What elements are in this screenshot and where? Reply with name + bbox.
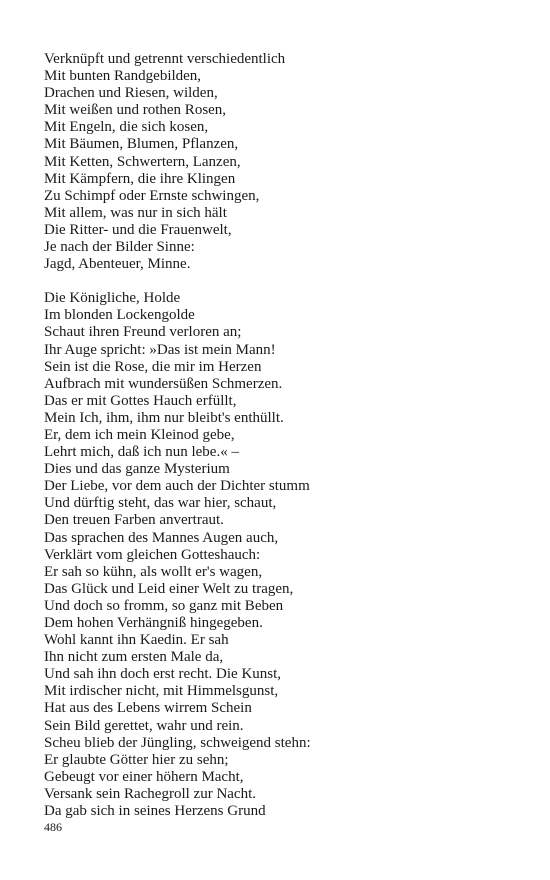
poem-line: Die Königliche, Holde — [44, 290, 181, 307]
poem-line: Ihr Auge spricht: »Das ist mein Mann! — [44, 341, 276, 358]
poem-line: Mit Bäumen, Blumen, Pflanzen, — [44, 136, 239, 153]
poem-line: Er sah so kühn, als wollt er's wagen, — [44, 563, 263, 580]
poem-line: Da gab sich in seines Herzens Grund — [44, 803, 266, 820]
poem-line: Mit bunten Randgebilden, — [44, 68, 202, 85]
poem-line: Mein Ich, ihm, ihm nur bleibt's enthüllt. — [44, 409, 284, 426]
poem-line: Verknüpft und getrennt verschiedentlich — [44, 51, 286, 67]
poem-line: Sein ist die Rose, die mir im Herzen — [44, 358, 262, 375]
stanza-1 — [44, 51, 524, 273]
poem-line: Je nach der Bilder Sinne: — [44, 239, 195, 256]
poem-line: Den treuen Farben anvertraut. — [44, 512, 224, 529]
poem-line: Und doch so fromm, so ganz mit Beben — [44, 597, 284, 614]
poem-line: Und dürftig steht, das war hier, schaut, — [44, 495, 277, 512]
poem-line: Im blonden Lockengolde — [44, 307, 195, 324]
poem-line: Mit allem, was nur in sich hält — [44, 204, 227, 221]
stanza-2 — [44, 290, 524, 820]
poem-line: Lehrt mich, daß ich nun lebe.« – — [44, 444, 239, 461]
page-number: 486 — [44, 820, 62, 834]
poem-line: Aufbrach mit wundersüßen Schmerzen. — [44, 375, 283, 392]
poem-line: Das sprachen des Mannes Augen auch, — [44, 529, 279, 546]
poem-line: Drachen und Riesen, wilden, — [44, 85, 218, 102]
poem-line: Versank sein Rachegroll zur Nacht. — [44, 785, 257, 802]
poem-line: Mit Ketten, Schwertern, Lanzen, — [44, 153, 241, 170]
poem-line: Sein Bild gerettet, wahr und rein. — [44, 717, 244, 734]
poem-line: Dies und das ganze Mysterium — [44, 461, 230, 478]
poem-line: Gebeugt vor einer höhern Macht, — [44, 768, 244, 785]
poem-line: Und sah ihn doch erst recht. Die Kunst, — [44, 666, 282, 683]
poem-line: Verklärt vom gleichen Gotteshauch: — [44, 546, 261, 563]
poem-line: Jagd, Abenteuer, Minne. — [44, 256, 191, 273]
poem-line: Das er mit Gottes Hauch erfüllt, — [44, 392, 237, 409]
poem-line: Der Liebe, vor dem auch der Dichter stumm — [44, 478, 310, 495]
poem-line: Mit irdischer nicht, mit Himmelsgunst, — [44, 683, 279, 700]
poem-line: Ihn nicht zum ersten Male da, — [44, 649, 224, 666]
poem-line: Das Glück und Leid einer Welt zu tragen, — [44, 580, 294, 597]
poem-line: Die Ritter- und die Frauenwelt, — [44, 221, 232, 238]
poem-line: Mit weißen und rothen Rosen, — [44, 102, 227, 119]
poem-line: Dem hohen Verhängniß hingegeben. — [44, 615, 263, 631]
poem-line: Zu Schimpf oder Ernste schwingen, — [44, 187, 260, 204]
poem-line: Mit Engeln, die sich kosen, — [44, 119, 209, 136]
poem-line: Hat aus des Lebens wirrem Schein — [44, 700, 252, 717]
poem-text — [44, 51, 524, 820]
poem-line: Wohl kannt ihn Kaedin. Er sah — [44, 632, 229, 649]
poem-line: Scheu blieb der Jüngling, schweigend stehn: — [44, 734, 311, 751]
poem-line: Schaut ihren Freund verloren an; — [44, 324, 242, 341]
poem-line: Mit Kämpfern, die ihre Klingen — [44, 170, 236, 187]
poem-line: Er, dem ich mein Kleinod gebe, — [44, 426, 235, 443]
poem-line: Er glaubte Götter hier zu sehn; — [44, 751, 229, 768]
